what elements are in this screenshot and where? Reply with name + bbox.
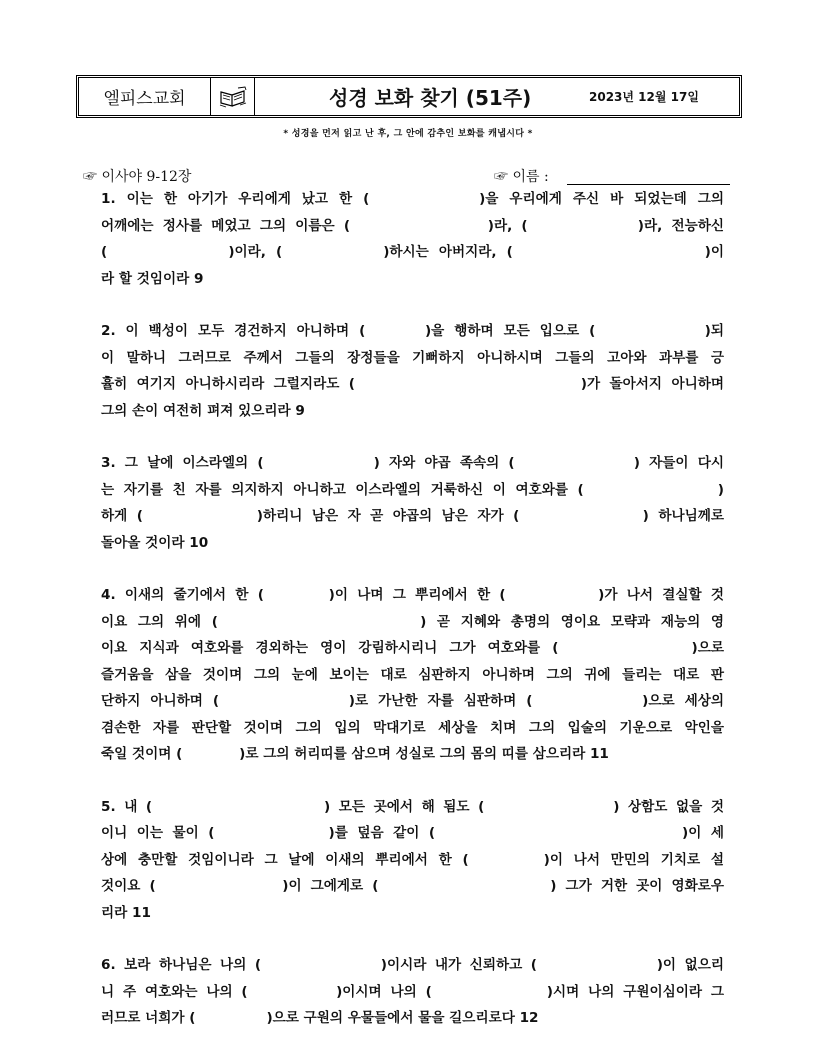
name-input-line[interactable] bbox=[567, 184, 730, 185]
question-line: 어깨에는 정사를 메었고 그의 이름은 ( )라, ( )라, 전능하신 bbox=[101, 217, 724, 234]
question-line: 러므로 너희가 ( )으로 구원의 우물들에서 물을 길으리로다 12 bbox=[101, 1010, 539, 1026]
question-line: 3. 그 날에 이스라엘의 ( ) 자와 야곱 족속의 ( ) 자들이 다시 bbox=[101, 455, 724, 471]
question-4 bbox=[101, 582, 724, 768]
name-label: ☞ 이름 : bbox=[494, 169, 549, 185]
question-1 bbox=[101, 186, 724, 292]
question-line: 이 말하니 그러므로 주께서 그들의 장정들을 기뻐하지 아니하시며 그들의 고아와 과부를 긍 bbox=[101, 349, 724, 366]
instruction-subtitle: * 성경을 먼저 읽고 난 후, 그 안에 감추인 보화를 캐냅시다 * bbox=[283, 129, 533, 139]
question-line: 4. 이새의 줄기에서 한 ( )이 나며 그 뿌리에서 한 ( )가 나서 결실할 것 bbox=[101, 587, 724, 603]
question-line: 이니 이는 물이 ( )를 덮음 같이 ( )이 세 bbox=[101, 825, 724, 841]
question-line: 니 주 여호와는 나의 ( )이시며 나의 ( )시며 나의 구원이심이라 그 bbox=[101, 983, 724, 1000]
question-line: 이요 그의 위에 ( ) 곧 지혜와 총명의 영이요 모략과 재능의 영 bbox=[101, 613, 724, 630]
open-bible-icon-graphic bbox=[218, 86, 248, 108]
question-line: 는 자기를 친 자를 의지하지 아니하고 이스라엘의 거룩하신 이 여호와를 ( ) bbox=[101, 481, 724, 498]
question-line: 상에 충만할 것임이니라 그 날에 이새의 뿌리에서 한 ( )이 나서 만민의 기치로 설 bbox=[101, 851, 724, 868]
open-bible-icon bbox=[211, 78, 255, 115]
question-line: 리라 11 bbox=[101, 904, 151, 921]
church-name: 엘피스교회 bbox=[79, 78, 211, 115]
question-line: 1. 이는 한 아기가 우리에게 났고 한 ( )을 우리에게 주신 바 되었는데 그의 bbox=[101, 191, 724, 207]
worksheet-title: 성경 보화 찾기 (51주) bbox=[329, 86, 532, 110]
questions-list bbox=[101, 186, 724, 1058]
question-line: 2. 이 백성이 모두 경건하지 아니하며 ( )을 행하며 모든 입으로 ( )되 bbox=[101, 323, 724, 339]
question-3 bbox=[101, 450, 724, 556]
question-line: 5. 내 ( ) 모든 곳에서 해 됨도 ( ) 상함도 없을 것 bbox=[101, 798, 724, 815]
worksheet-date: 2023년 12월 17일 bbox=[589, 90, 699, 104]
question-line: 이요 지식과 여호와를 경외하는 영이 강림하시리니 그가 여호와를 ( )으로 bbox=[101, 640, 724, 656]
question-line: 겸손한 자를 판단할 것이며 그의 입의 막대기로 세상을 치며 그의 입술의 기운으로 악인을 bbox=[101, 719, 724, 736]
question-line: 죽일 것이며 ( )로 그의 허리띠를 삼으며 성실로 그의 몸의 띠를 삼으리라 11 bbox=[101, 746, 609, 762]
question-line: 라 할 것임이라 9 bbox=[101, 270, 204, 287]
question-line: 돌아올 것이라 10 bbox=[101, 534, 209, 551]
question-2 bbox=[101, 318, 724, 424]
question-6 bbox=[101, 952, 724, 1032]
question-line: 그의 손이 여전히 펴져 있으리라 9 bbox=[101, 402, 305, 419]
question-line: 6. 보라 하나님은 나의 ( )이시라 내가 신뢰하고 ( )이 없으리 bbox=[101, 957, 724, 973]
question-5 bbox=[101, 794, 724, 927]
question-line: 하게 ( )하리니 남은 자 곧 야곱의 남은 자가 ( ) 하나님께로 bbox=[101, 508, 724, 524]
question-line: 즐거움을 삼을 것이며 그의 눈에 보이는 대로 심판하지 아니하며 그의 귀에 들리는 대로 판 bbox=[101, 666, 724, 683]
passage-label: ☞ 이사야 9-12장 bbox=[83, 169, 192, 185]
question-line: 단하지 아니하며 ( )로 가난한 자를 심판하며 ( )으로 세상의 bbox=[101, 693, 724, 709]
question-line: 휼히 여기지 아니하시리라 그럴지라도 ( )가 돌아서지 아니하며 bbox=[101, 376, 724, 392]
question-line: 것이요 ( )이 그에게로 ( ) 그가 거한 곳이 영화로우 bbox=[101, 878, 724, 894]
worksheet-header bbox=[76, 75, 742, 118]
question-line: ( )이라, ( )하시는 아버지라, ( )이 bbox=[101, 244, 724, 260]
